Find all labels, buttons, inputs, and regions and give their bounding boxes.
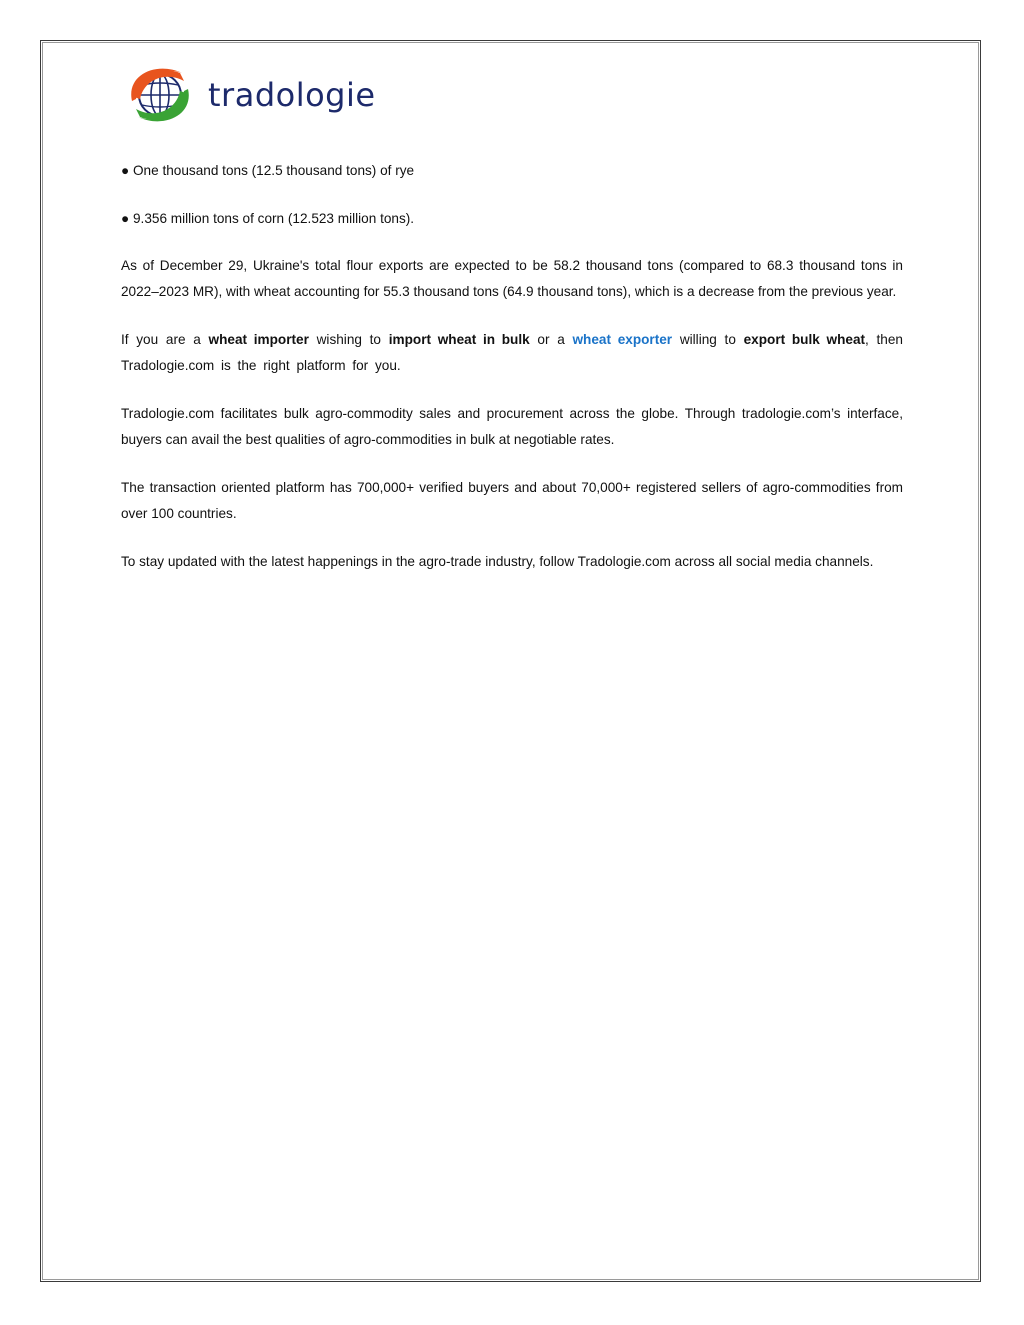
cta-text-4: willing to — [672, 332, 744, 347]
paragraph-call-to-action — [121, 327, 903, 378]
paragraph-flour-exports: As of December 29, Ukraine's total flour exports are expected to be 58.2 thousand tons (compared to 68.3 thousand tons in 2022–2023 MR), with wheat accounting for 55.3 thousand tons (64.9 thousand tons), which is a decrease from the previous year. — [121, 258, 903, 299]
globe-logo-icon — [128, 62, 388, 128]
cta-bold-import-wheat: import wheat in bulk — [388, 332, 530, 347]
svg-text:tradologie: tradologie — [208, 76, 376, 114]
wheat-exporter-link[interactable]: wheat exporter — [572, 332, 673, 347]
list-item-rye: ● One thousand tons (12.5 thousand tons) of rye — [121, 163, 415, 178]
paragraph-platform-stats: The transaction oriented platform has 700,000+ verified buyers and about 70,000+ registered sellers of agro-commodities from over 100 countries. — [121, 480, 903, 521]
tradologie-logo — [128, 62, 388, 128]
paragraph-follow-social: To stay updated with the latest happenings in the agro-trade industry, follow Tradologie.com across all social media channels. — [121, 554, 874, 569]
cta-bold-wheat-importer: wheat importer — [208, 332, 309, 347]
paragraph-facilitates: Tradologie.com facilitates bulk agro-commodity sales and procurement across the globe. Through tradologie.com’s interface, buyers can avail the best qualities of agro-commodities in bulk at negotiable rates. — [121, 406, 903, 447]
cta-bold-export-wheat: export bulk wheat — [743, 332, 866, 347]
cta-text-2: wishing to — [308, 332, 389, 347]
list-item-corn: ● 9.356 million tons of corn (12.523 million tons). — [121, 210, 415, 226]
cta-text-1: If you are a — [121, 332, 209, 347]
article-body — [121, 158, 903, 598]
cta-text-3: or a — [529, 332, 573, 347]
cta-text-5: , then Tradologie.com is the right platform for you. — [121, 332, 903, 373]
